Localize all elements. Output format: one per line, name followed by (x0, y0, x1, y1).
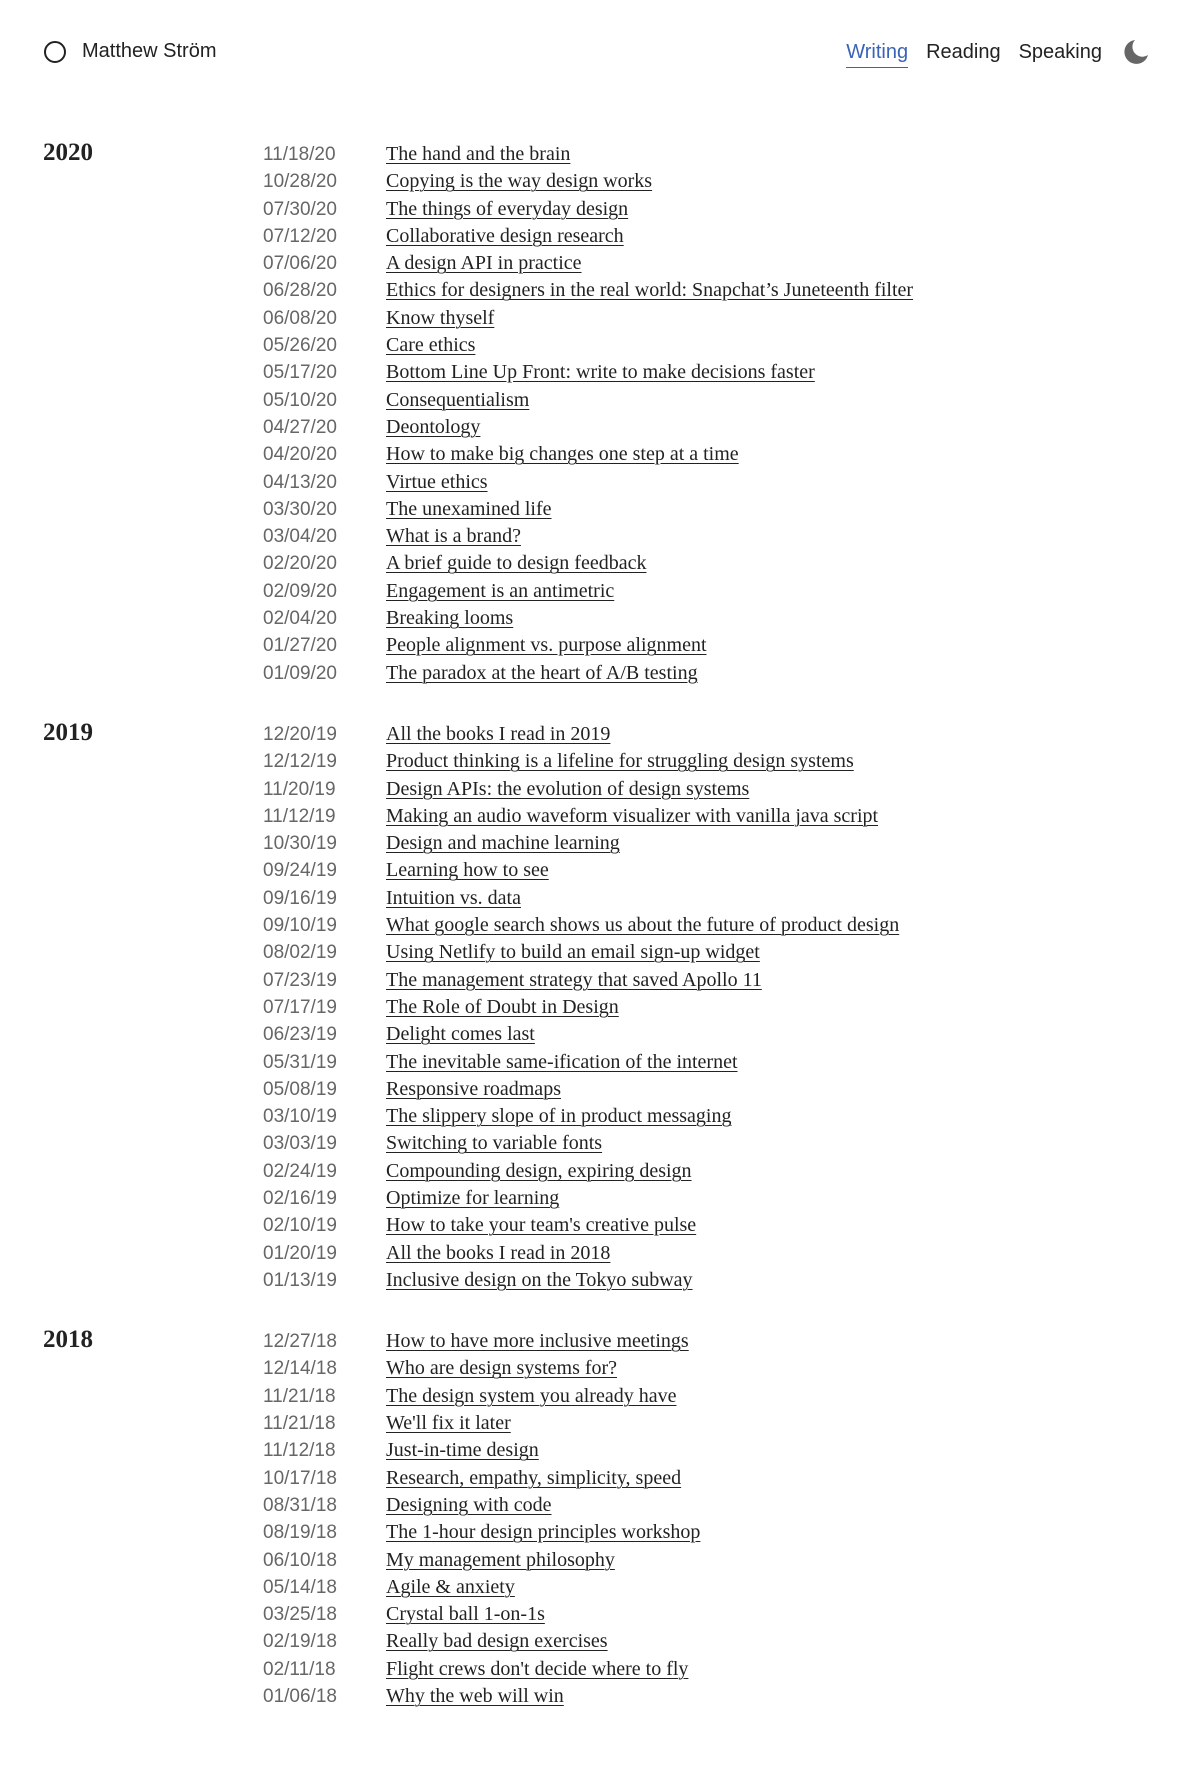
list-item (263, 1158, 963, 1185)
post-link[interactable]: Learning how to see (386, 859, 549, 882)
post-link[interactable]: Making an audio waveform visualizer with vanilla java script (386, 804, 879, 827)
post-date: 11/21/18 (263, 1413, 336, 1435)
post-link[interactable]: We'll fix it later (386, 1412, 511, 1435)
post-date: 02/19/18 (263, 1631, 337, 1653)
post-date: 01/06/18 (263, 1686, 337, 1708)
post-link[interactable]: Really bad design exercises (386, 1630, 608, 1653)
post-date: 10/28/20 (263, 171, 337, 193)
list-item (263, 857, 963, 884)
post-date: 08/19/18 (263, 1522, 337, 1544)
post-date: 09/24/19 (263, 860, 337, 882)
post-date: 05/31/19 (263, 1051, 337, 1073)
list-item (263, 776, 963, 803)
nav-reading[interactable]: Reading (926, 41, 1001, 63)
list-item (263, 387, 963, 414)
list-item (263, 1628, 963, 1655)
list-item (263, 885, 963, 912)
post-date: 11/18/20 (263, 144, 336, 165)
list-item (263, 1601, 963, 1628)
post-link[interactable]: A brief guide to design feedback (386, 552, 647, 575)
list-item (263, 550, 963, 577)
logo-circle-icon (44, 41, 66, 63)
year-section-2018 (0, 1328, 1200, 1710)
post-date: 07/06/20 (263, 253, 337, 275)
list-item (263, 1519, 963, 1546)
post-link[interactable]: Switching to variable fonts (386, 1132, 603, 1155)
post-link[interactable]: The design system you already have (386, 1384, 677, 1407)
post-date: 01/20/19 (263, 1242, 337, 1264)
post-link[interactable]: Research, empathy, simplicity, speed (386, 1466, 682, 1489)
list-item (263, 803, 963, 830)
post-link[interactable]: Just-in-time design (386, 1439, 539, 1462)
post-date: 02/04/20 (263, 608, 337, 630)
post-link[interactable]: All the books I read in 2018 (386, 1241, 611, 1264)
post-link[interactable]: Crystal ball 1-on-1s (386, 1603, 545, 1626)
post-link[interactable]: Breaking looms (386, 607, 514, 630)
post-date: 08/31/18 (263, 1494, 337, 1516)
list-item (263, 196, 963, 223)
year-section-2020 (0, 141, 1200, 687)
list-item (263, 1683, 963, 1710)
post-date: 06/08/20 (263, 307, 337, 329)
post-date: 02/11/18 (263, 1658, 336, 1680)
year-heading: 2018 (43, 1326, 93, 1354)
post-date: 02/24/19 (263, 1160, 337, 1182)
post-link[interactable]: Engagement is an antimetric (386, 579, 615, 602)
post-link[interactable]: Copying is the way design works (386, 170, 653, 193)
post-date: 12/12/19 (263, 751, 337, 773)
list-item (263, 721, 963, 748)
post-link[interactable]: Collaborative design research (386, 224, 624, 247)
post-date: 03/03/19 (263, 1133, 337, 1155)
list-item (263, 523, 963, 550)
post-link[interactable]: Virtue ethics (386, 470, 488, 493)
post-link[interactable]: How to make big changes one step at a time (386, 443, 739, 466)
post-date: 12/27/18 (263, 1331, 337, 1353)
list-item (263, 912, 963, 939)
list-item (263, 1492, 963, 1519)
list-item (263, 632, 963, 659)
post-date: 07/12/20 (263, 225, 337, 247)
list-item (263, 748, 963, 775)
post-link[interactable]: Compounding design, expiring design (386, 1159, 692, 1182)
list-item (263, 1465, 963, 1492)
list-item (263, 223, 963, 250)
post-link[interactable]: Product thinking is a lifeline for struggling design systems (386, 750, 854, 773)
post-date: 07/17/19 (263, 996, 337, 1018)
post-link[interactable]: How to have more inclusive meetings (386, 1330, 689, 1353)
list-item (263, 1185, 963, 1212)
post-link[interactable]: Consequentialism (386, 388, 530, 411)
post-date: 12/14/18 (263, 1358, 337, 1380)
list-item (263, 1076, 963, 1103)
post-link[interactable]: How to take your team's creative pulse (386, 1214, 697, 1237)
post-date: 04/13/20 (263, 471, 337, 493)
post-date: 10/30/19 (263, 833, 337, 855)
list-item (263, 660, 963, 687)
post-date: 02/10/19 (263, 1215, 337, 1237)
list-item (263, 141, 963, 168)
post-date: 05/10/20 (263, 389, 337, 411)
post-link[interactable]: Delight comes last (386, 1023, 535, 1046)
post-date: 03/04/20 (263, 526, 337, 548)
list-item (263, 1355, 963, 1382)
post-date: 02/20/20 (263, 553, 337, 575)
post-date: 11/12/18 (263, 1440, 336, 1462)
list-item (263, 469, 963, 496)
list-item (263, 359, 963, 386)
list-item (263, 1437, 963, 1464)
site-name: Matthew Ström (82, 40, 217, 62)
post-link[interactable]: People alignment vs. purpose alignment (386, 634, 707, 657)
site-header (0, 0, 1200, 110)
moon-icon[interactable] (1122, 38, 1150, 66)
list-item (263, 1130, 963, 1157)
post-link[interactable]: Who are design systems for? (386, 1357, 618, 1380)
list-item (263, 578, 963, 605)
post-date: 11/20/19 (263, 778, 336, 800)
post-link[interactable]: Know thyself (386, 306, 495, 329)
post-date: 03/25/18 (263, 1604, 337, 1626)
list-item (263, 1547, 963, 1574)
post-date: 12/20/19 (263, 723, 337, 745)
list-item (263, 441, 963, 468)
post-date: 06/10/18 (263, 1549, 337, 1571)
nav-speaking[interactable]: Speaking (1018, 41, 1102, 63)
post-link[interactable]: Flight crews don't decide where to fly (386, 1657, 689, 1680)
post-list (0, 141, 963, 687)
post-date: 04/27/20 (263, 416, 337, 438)
post-link[interactable]: The paradox at the heart of A/B testing (386, 661, 698, 684)
post-list (0, 1328, 963, 1710)
list-item (263, 277, 963, 304)
post-date: 06/23/19 (263, 1024, 337, 1046)
list-item (263, 1656, 963, 1683)
post-date: 10/17/18 (263, 1467, 337, 1489)
list-item (263, 305, 963, 332)
post-link[interactable]: The hand and the brain (386, 143, 571, 165)
post-link[interactable]: What google search shows us about the future of product design (386, 914, 900, 937)
post-link[interactable]: Why the web will win (386, 1685, 564, 1708)
list-item (263, 1103, 963, 1130)
list-item (263, 1240, 963, 1267)
post-date: 05/17/20 (263, 362, 337, 384)
list-item (263, 1383, 963, 1410)
post-link[interactable]: Design and machine learning (386, 832, 620, 855)
post-date: 05/08/19 (263, 1078, 337, 1100)
list-item (263, 1574, 963, 1601)
year-heading: 2020 (43, 139, 93, 166)
post-link[interactable]: Designing with code (386, 1493, 552, 1516)
post-link[interactable]: My management philosophy (386, 1548, 615, 1571)
post-date: 11/21/18 (263, 1385, 336, 1407)
post-date: 11/12/19 (263, 805, 336, 827)
list-item (263, 1328, 963, 1355)
list-item (263, 939, 963, 966)
nav-writing[interactable]: Writing (846, 41, 908, 68)
post-link[interactable]: The management strategy that saved Apollo 11 (386, 968, 762, 991)
year-section-2019 (0, 718, 1200, 1294)
writing-list (0, 141, 1200, 1744)
year-heading: 2019 (43, 718, 93, 746)
list-item (263, 605, 963, 632)
post-link[interactable]: Optimize for learning (386, 1186, 560, 1209)
post-date: 01/27/20 (263, 635, 337, 657)
list-item (263, 830, 963, 857)
list-item (263, 1267, 963, 1294)
post-date: 08/02/19 (263, 942, 337, 964)
list-item (263, 1049, 963, 1076)
list-item (263, 250, 963, 277)
post-date: 02/09/20 (263, 580, 337, 602)
list-item (263, 496, 963, 523)
post-link[interactable]: Using Netlify to build an email sign-up widget (386, 941, 760, 964)
list-item (263, 414, 963, 441)
post-link[interactable]: The 1-hour design principles workshop (386, 1521, 701, 1544)
post-link[interactable]: Inclusive design on the Tokyo subway (386, 1268, 693, 1291)
post-link[interactable]: The inevitable same-ification of the internet (386, 1050, 738, 1073)
post-link[interactable]: The slippery slope of in product messaging (386, 1105, 732, 1128)
post-link[interactable]: All the books I read in 2019 (386, 722, 611, 745)
post-date: 03/10/19 (263, 1106, 337, 1128)
post-link[interactable]: Deontology (386, 415, 481, 438)
home-link[interactable] (44, 40, 216, 63)
list-item (263, 1410, 963, 1437)
post-link[interactable]: What is a brand? (386, 525, 521, 548)
post-date: 09/10/19 (263, 915, 337, 937)
list-item (263, 1021, 963, 1048)
post-link[interactable]: Care ethics (386, 334, 476, 357)
post-date: 05/26/20 (263, 335, 337, 357)
post-date: 05/14/18 (263, 1576, 337, 1598)
post-link[interactable]: Bottom Line Up Front: write to make decisions faster (386, 361, 815, 384)
post-date: 06/28/20 (263, 280, 337, 302)
post-date: 01/13/19 (263, 1269, 337, 1291)
post-link[interactable]: Agile & anxiety (386, 1575, 515, 1598)
list-item (263, 168, 963, 195)
post-date: 07/23/19 (263, 969, 337, 991)
post-date: 09/16/19 (263, 887, 337, 909)
post-link[interactable]: The Role of Doubt in Design (386, 995, 619, 1018)
post-date: 07/30/20 (263, 198, 337, 220)
post-list (0, 718, 963, 1294)
list-item (263, 1212, 963, 1239)
main-nav (846, 40, 1150, 68)
post-date: 03/30/20 (263, 498, 337, 520)
list-item (263, 332, 963, 359)
post-date: 04/20/20 (263, 444, 337, 466)
post-link[interactable]: Intuition vs. data (386, 886, 521, 909)
list-item (263, 994, 963, 1021)
post-link[interactable]: The unexamined life (386, 497, 552, 520)
post-link[interactable]: Ethics for designers in the real world: Snapchat’s Juneteenth filter (386, 279, 914, 302)
post-link[interactable]: Responsive roadmaps (386, 1077, 561, 1100)
post-link[interactable]: The things of everyday design (386, 197, 629, 220)
list-item (263, 967, 963, 994)
post-date: 02/16/19 (263, 1187, 337, 1209)
post-link[interactable]: A design API in practice (386, 252, 582, 275)
post-date: 01/09/20 (263, 662, 337, 684)
post-link[interactable]: Design APIs: the evolution of design systems (386, 777, 750, 800)
